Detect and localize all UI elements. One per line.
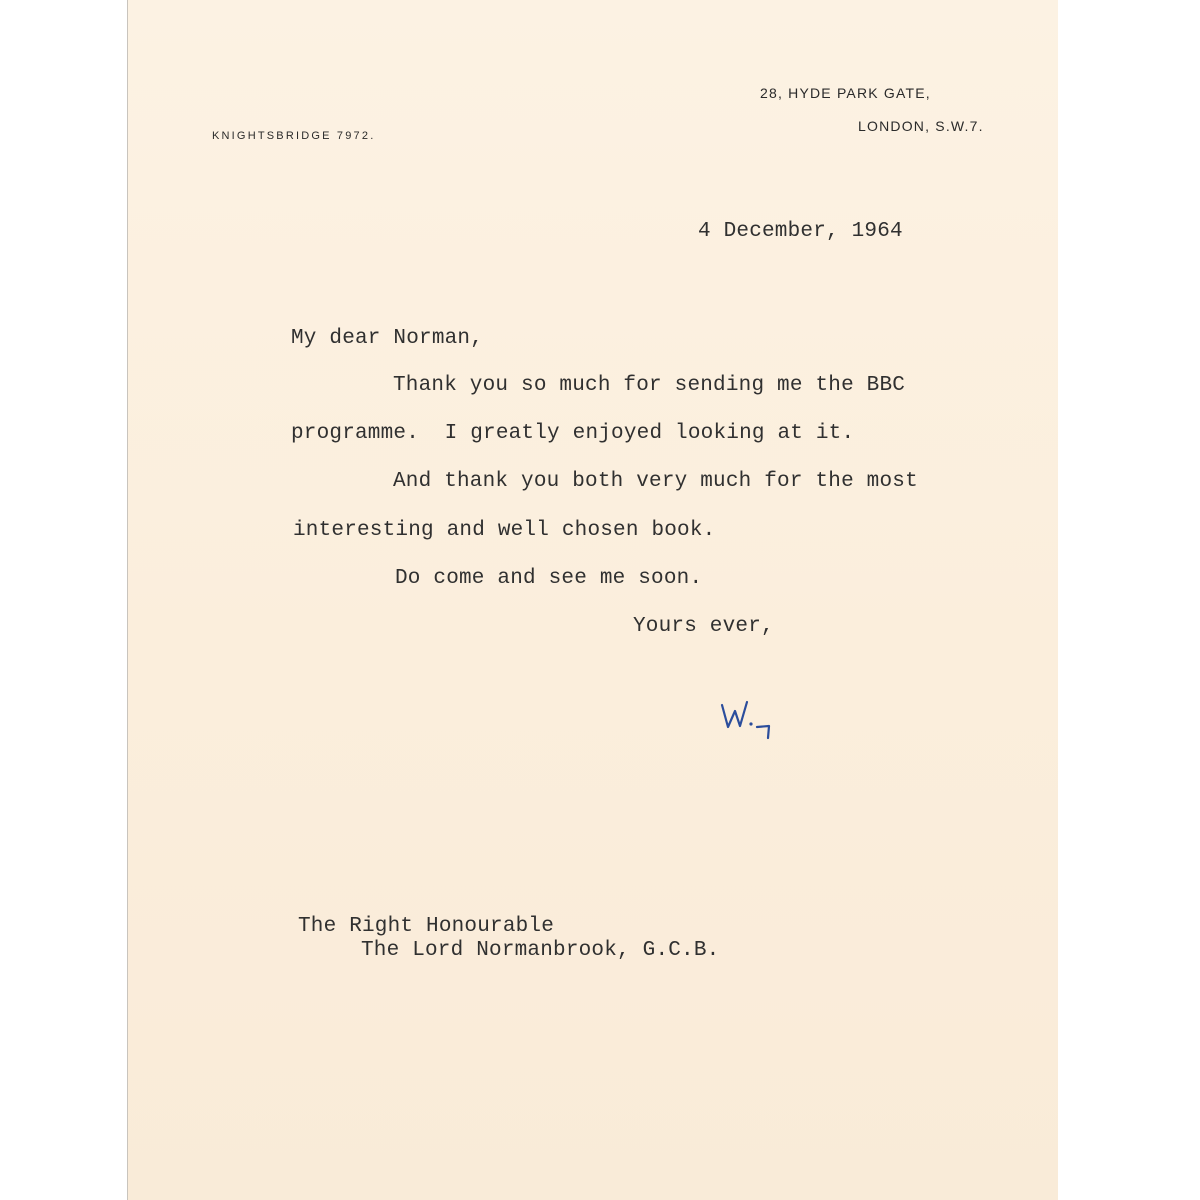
letterhead-address-line2: LONDON, S.W.7.	[858, 118, 984, 134]
body-line: programme. I greatly enjoyed looking at it.	[291, 422, 855, 445]
body-line: interesting and well chosen book.	[293, 519, 716, 542]
body-line: And thank you both very much for the most	[393, 470, 918, 493]
letterhead-phone: KNIGHTSBRIDGE 7972.	[212, 130, 376, 142]
letter-sheet	[127, 0, 1058, 1200]
letterhead-address-line1: 28, HYDE PARK GATE,	[760, 85, 931, 101]
recipient-line2: The Lord Normanbrook, G.C.B.	[361, 939, 720, 962]
handwritten-signature	[716, 693, 786, 743]
letter-date: 4 December, 1964	[698, 220, 903, 243]
recipient-line1: The Right Honourable	[298, 915, 555, 938]
body-line: Thank you so much for sending me the BBC	[393, 374, 906, 397]
closing: Yours ever,	[633, 615, 774, 638]
body-line: Do come and see me soon.	[395, 567, 703, 590]
salutation: My dear Norman,	[291, 327, 484, 350]
